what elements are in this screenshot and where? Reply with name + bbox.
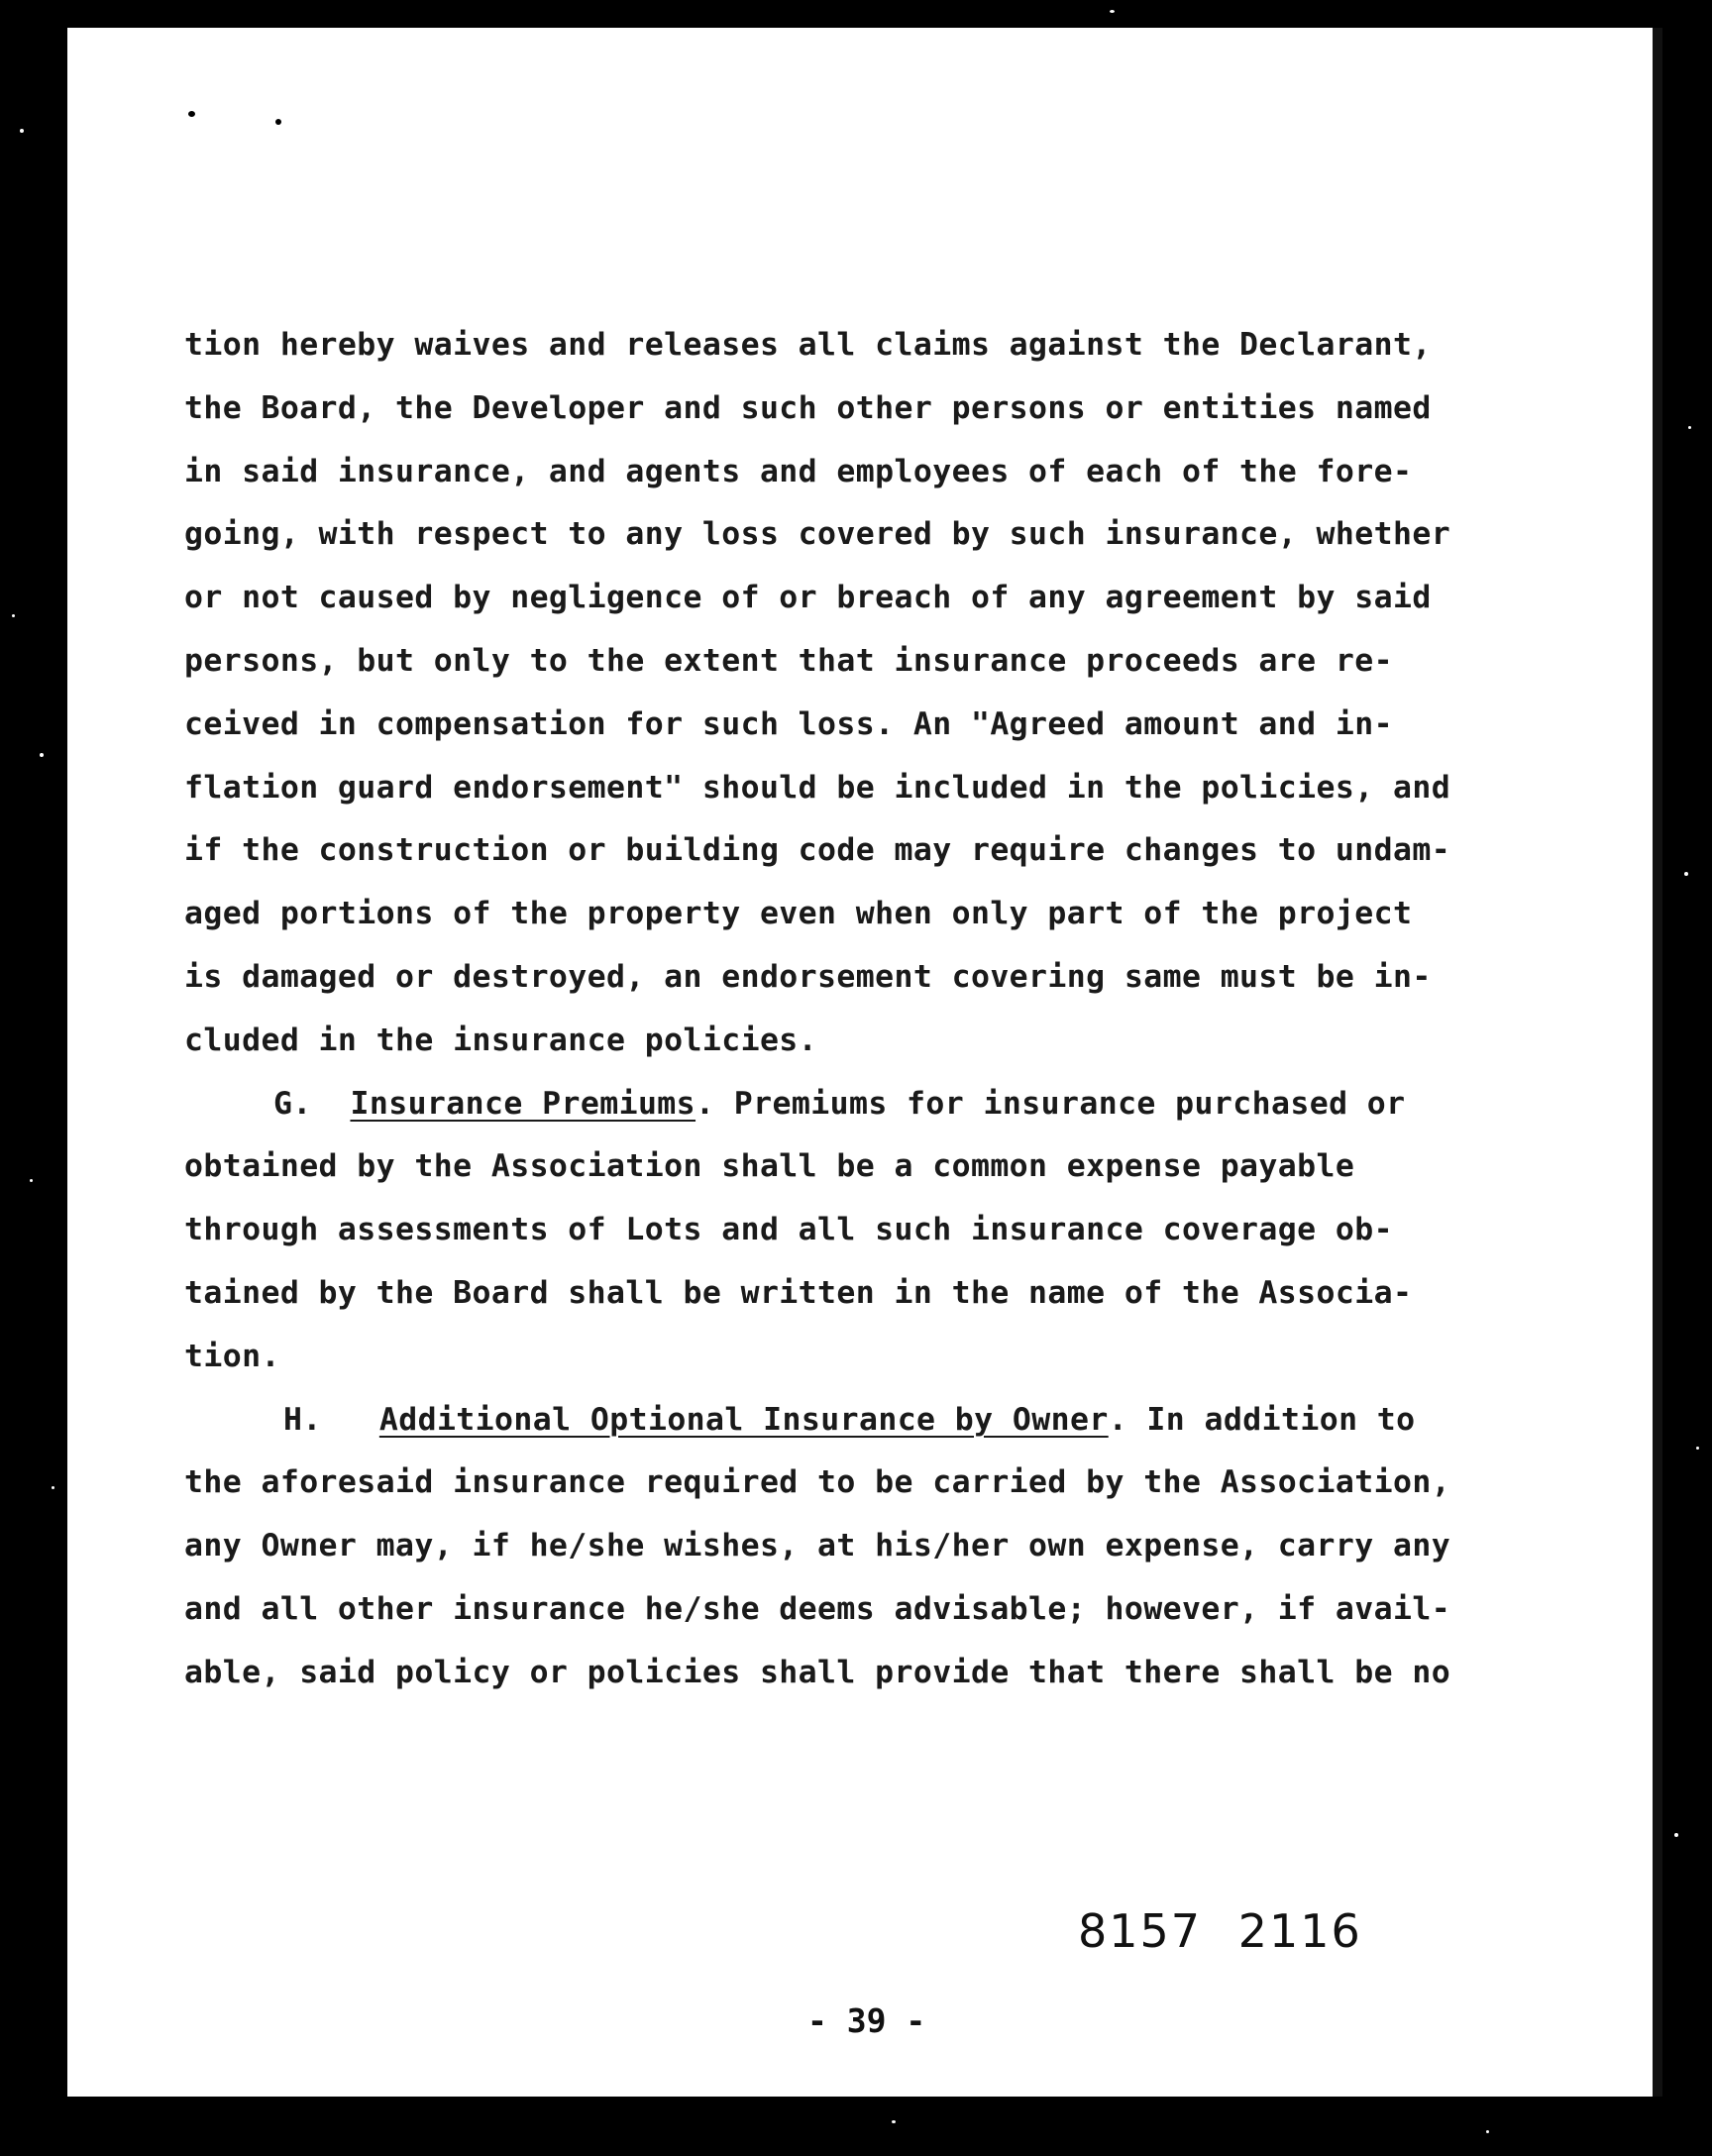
body-line: is damaged or destroyed, an endorsement covering same must be in-	[184, 958, 1432, 995]
scan-speck	[20, 129, 24, 133]
scan-speck	[30, 1179, 33, 1182]
scan-speck	[12, 614, 15, 617]
body-line: aged portions of the property even when only part of the project	[184, 896, 1413, 932]
section-g-line: through assessments of Lots and all such insurance coverage ob-	[184, 1212, 1393, 1248]
scan-speck	[892, 2120, 896, 2123]
scan-speck	[40, 753, 44, 757]
scan-speck	[1110, 10, 1115, 13]
scan-speck	[1486, 2130, 1489, 2133]
section-h-letter: H.	[283, 1401, 322, 1438]
section-g-heading-line	[184, 1073, 1571, 1136]
section-g-heading: Insurance Premiums	[350, 1085, 696, 1122]
section-h-heading: Additional Optional Insurance by Owner	[378, 1401, 1109, 1438]
section-g-letter: G.	[273, 1085, 312, 1122]
scan-speck	[52, 1486, 54, 1489]
body-line: ceived in compensation for such loss. An "Agreed amount and in-	[184, 705, 1393, 742]
document-body	[184, 314, 1571, 1705]
section-h-line: able, said policy or policies shall provide that there shall be no	[184, 1654, 1451, 1690]
section-g-line: tion.	[184, 1338, 280, 1374]
scan-speck	[1696, 1447, 1699, 1450]
section-h-heading-line	[184, 1389, 1571, 1453]
body-line: or not caused by negligence of or breach of any agreement by said	[184, 580, 1432, 616]
body-line: going, with respect to any loss covered by such insurance, whether	[184, 516, 1451, 553]
section-g-first-line: . Premiums for insurance purchased or	[696, 1085, 1406, 1122]
section-g-line: tained by the Board shall be written in the name of the Associa-	[184, 1274, 1413, 1311]
body-line: the Board, the Developer and such other persons or entities named	[184, 389, 1432, 426]
body-line: persons, but only to the extent that insurance proceeds are re-	[184, 642, 1393, 679]
section-h-line: the aforesaid insurance required to be carried by the Association,	[184, 1464, 1451, 1501]
page-number: - 39 -	[807, 2001, 926, 2040]
section-g-line: obtained by the Association shall be a common expense payable	[184, 1148, 1355, 1185]
body-line: tion hereby waives and releases all claims against the Declarant,	[184, 327, 1432, 363]
section-h-line: and all other insurance he/she deems advisable; however, if avail-	[184, 1590, 1451, 1627]
section-h-line: any Owner may, if he/she wishes, at his/her own expense, carry any	[184, 1528, 1451, 1564]
document-number: 8157 2116	[1078, 1904, 1362, 1958]
body-line: cluded in the insurance policies.	[184, 1022, 818, 1058]
scan-speck	[188, 111, 195, 117]
section-h-first-line: . In addition to	[1108, 1401, 1416, 1438]
scan-speck	[1688, 426, 1691, 429]
body-line: in said insurance, and agents and employees of each of the fore-	[184, 453, 1413, 489]
scan-speck	[275, 119, 281, 125]
scan-speck	[1674, 1833, 1678, 1837]
body-line: flation guard endorsement" should be included in the policies, and	[184, 769, 1451, 806]
scan-speck	[1684, 872, 1688, 876]
body-line: if the construction or building code may require changes to undam-	[184, 832, 1451, 869]
